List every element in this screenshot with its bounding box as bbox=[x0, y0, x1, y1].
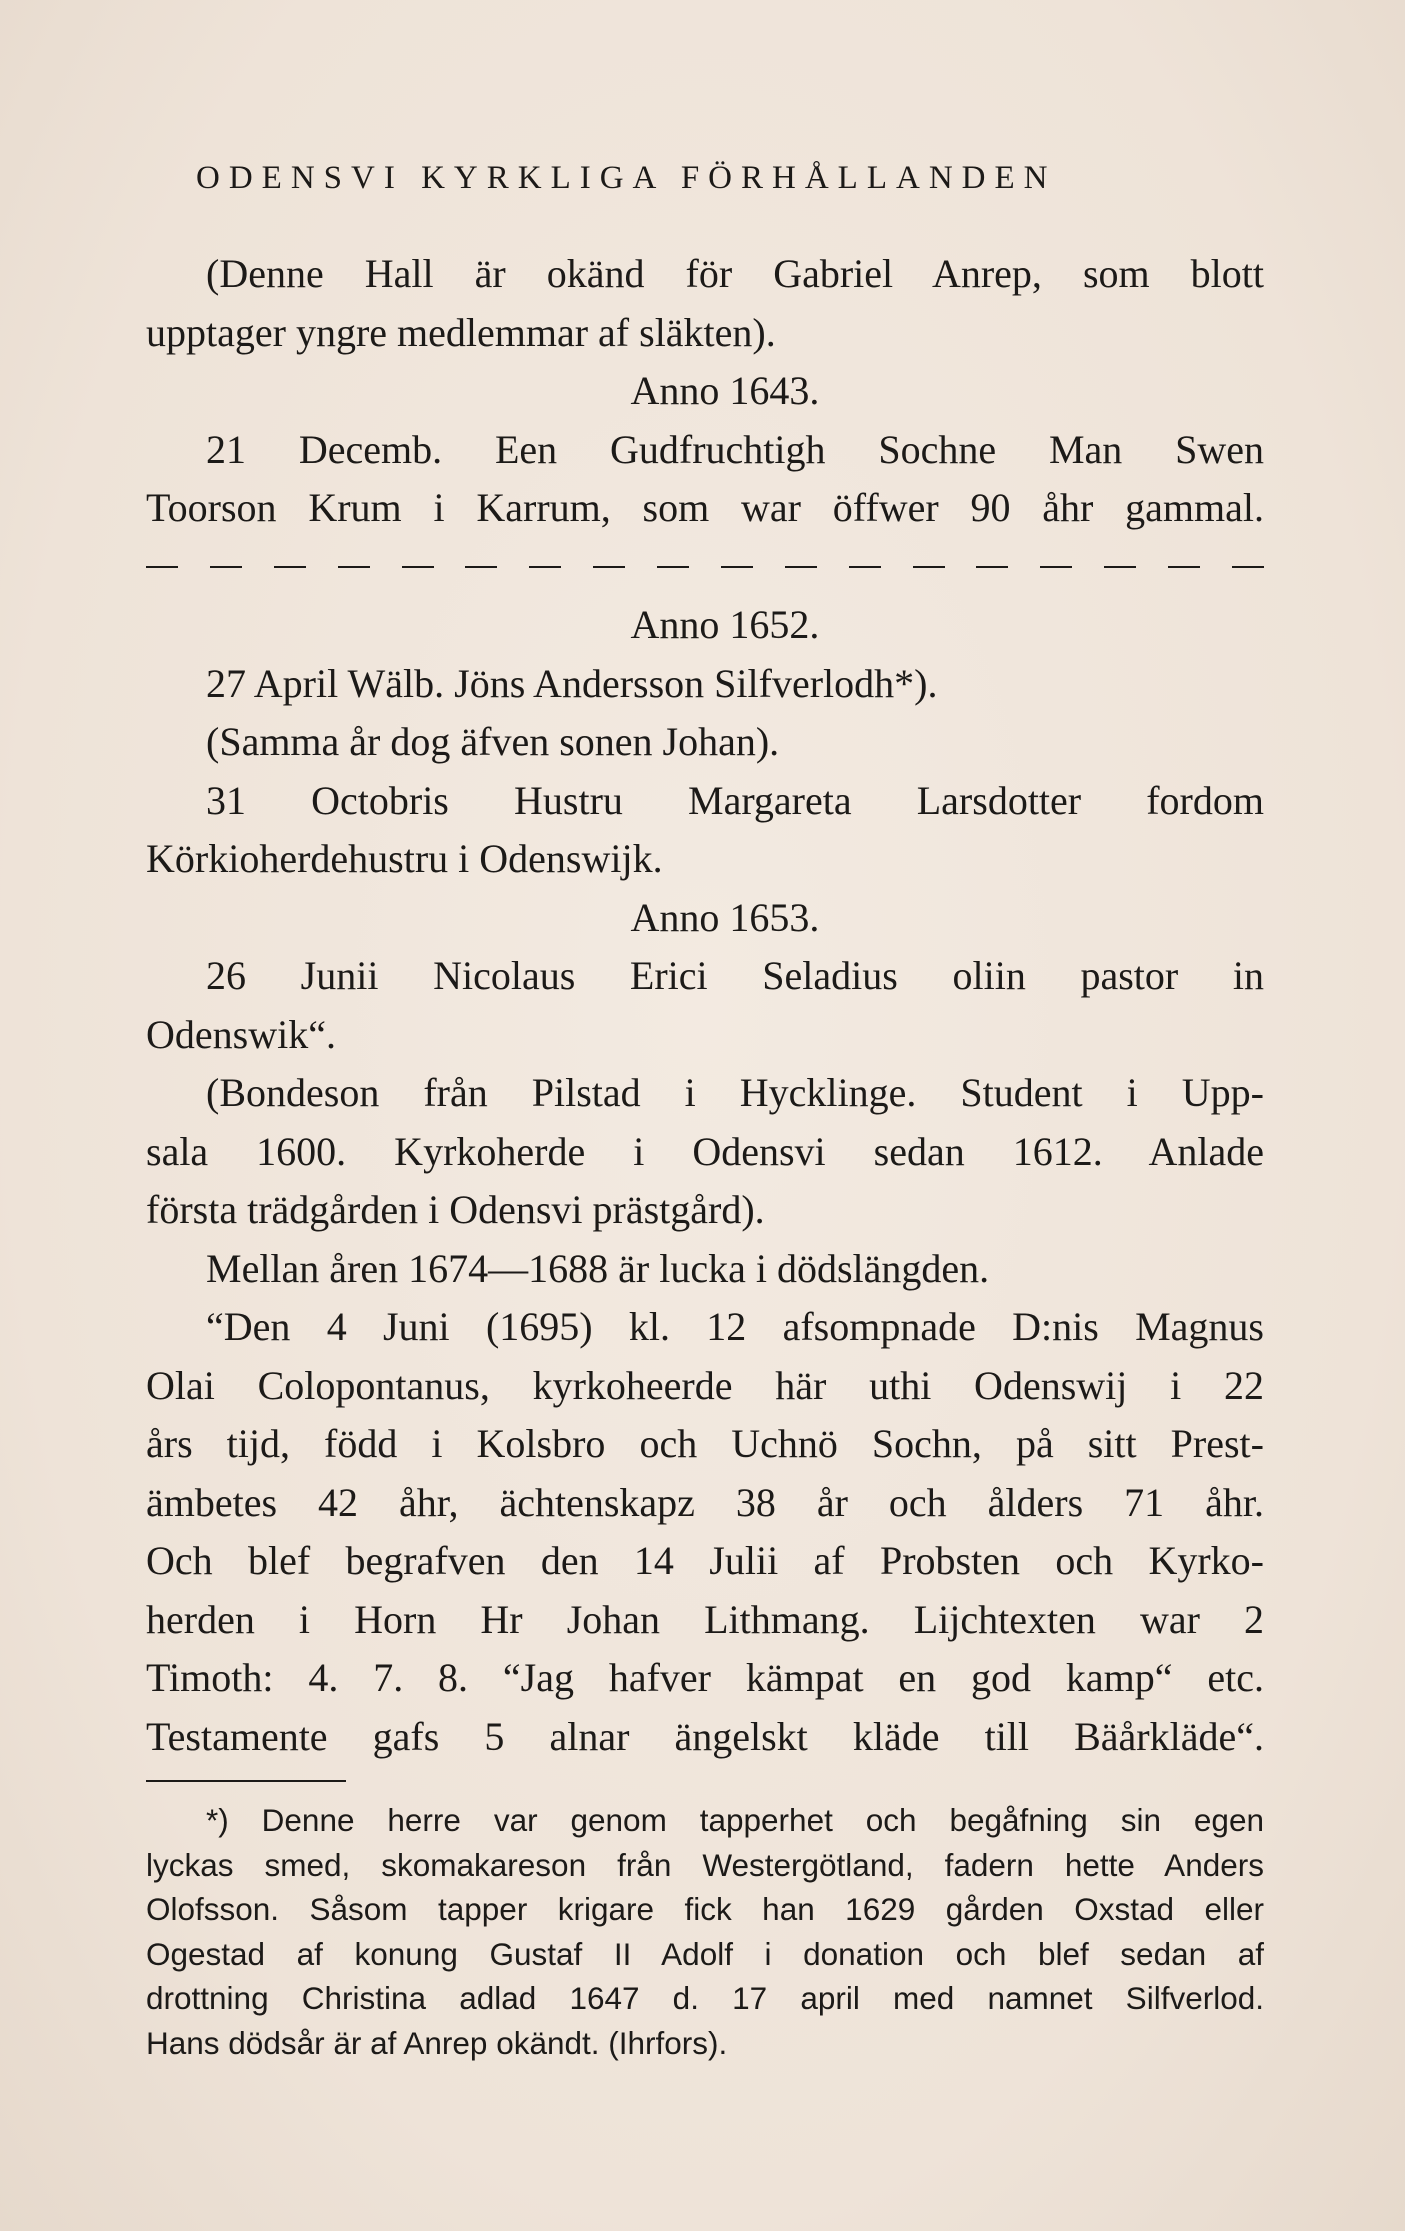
running-header: ODENSVI KYRKLIGA FÖRHÅLLANDEN bbox=[196, 160, 1057, 196]
footnote-line: drottning Christina adlad 1647 d. 17 april med namnet Silfverlod. bbox=[146, 1980, 1264, 2016]
text-line: Testamente gafs 5 alnar ängelskt kläde till Bäårkläde“. bbox=[146, 1713, 1264, 1759]
text-line: (Bondeson från Pilstad i Hycklinge. Student i Upp- bbox=[206, 1070, 1264, 1115]
text-line: 27 April Wälb. Jöns Andersson Silfverlodh*). bbox=[206, 660, 938, 706]
text-line: sala 1600. Kyrkoherde i Odensvi sedan 1612. Anlade bbox=[146, 1128, 1264, 1174]
text-line: Körkioherdehustru i Odenswijk. bbox=[146, 836, 663, 881]
text-line: ämbetes 42 åhr, ächtenskapz 38 år och ålders 71 åhr. bbox=[146, 1479, 1264, 1525]
text-line: upptager yngre medlemmar af släkten). bbox=[146, 309, 776, 355]
text-line: Mellan åren 1674—1688 är lucka i dödslängden. bbox=[206, 1245, 990, 1291]
text-line: Toorson Krum i Karrum, som war öffwer 90 åhr gammal. bbox=[146, 485, 1264, 530]
footnote-line: *) Denne herre var genom tapperhet och begåfning sin egen bbox=[206, 1802, 1264, 1838]
footnote-line: Olofsson. Såsom tapper krigare fick han 1629 gården Oxstad eller bbox=[146, 1891, 1264, 1927]
text-block bbox=[146, 160, 1264, 2065]
text-line: 31 Octobris Hustru Margareta Larsdotter fordom bbox=[206, 777, 1264, 823]
text-line: Timoth: 4. 7. 8. “Jag hafver kämpat en god kamp“ etc. bbox=[146, 1655, 1264, 1700]
text-line: Olai Colopontanus, kyrkoheerde här uthi Odenswij i 22 bbox=[146, 1362, 1264, 1408]
text-line: Och blef begrafven den 14 Julii af Probsten och Kyrko- bbox=[146, 1538, 1264, 1583]
footnote-line: Hans dödsår är af Anrep okändt. (Ihrfors). bbox=[146, 2024, 728, 2061]
text-line: (Denne Hall är okänd för Gabriel Anrep, som blott bbox=[206, 251, 1264, 296]
text-line: Odenswik“. bbox=[146, 1011, 336, 1057]
text-line: 21 Decemb. Een Gudfruchtigh Sochne Man Swen bbox=[206, 426, 1264, 472]
text-line: (Samma år dog äfven sonen Johan). bbox=[206, 719, 780, 764]
year-heading: Anno 1652. bbox=[630, 602, 820, 647]
text-line: första trädgården i Odensvi prästgård). bbox=[146, 1187, 765, 1232]
footnote-rule bbox=[146, 1780, 346, 1782]
footnote-line: Ogestad af konung Gustaf II Adolf i donation och blef sedan af bbox=[146, 1935, 1264, 1972]
text-line: herden i Horn Hr Johan Lithmang. Lijchtexten war 2 bbox=[146, 1596, 1264, 1642]
text-line: “Den 4 Juni (1695) kl. 12 afsompnade D:nis Magnus bbox=[206, 1304, 1264, 1349]
dash-separator bbox=[146, 538, 1264, 597]
text-line: års tijd, född i Kolsbro och Uchnö Sochn, på sitt Prest- bbox=[146, 1421, 1264, 1466]
footnote-line: lyckas smed, skomakareson från Westergötland, fadern hette Anders bbox=[146, 1846, 1264, 1883]
year-heading: Anno 1643. bbox=[630, 368, 820, 413]
year-heading: Anno 1653. bbox=[630, 894, 820, 940]
text-line: 26 Junii Nicolaus Erici Seladius oliin pastor in bbox=[206, 953, 1264, 998]
